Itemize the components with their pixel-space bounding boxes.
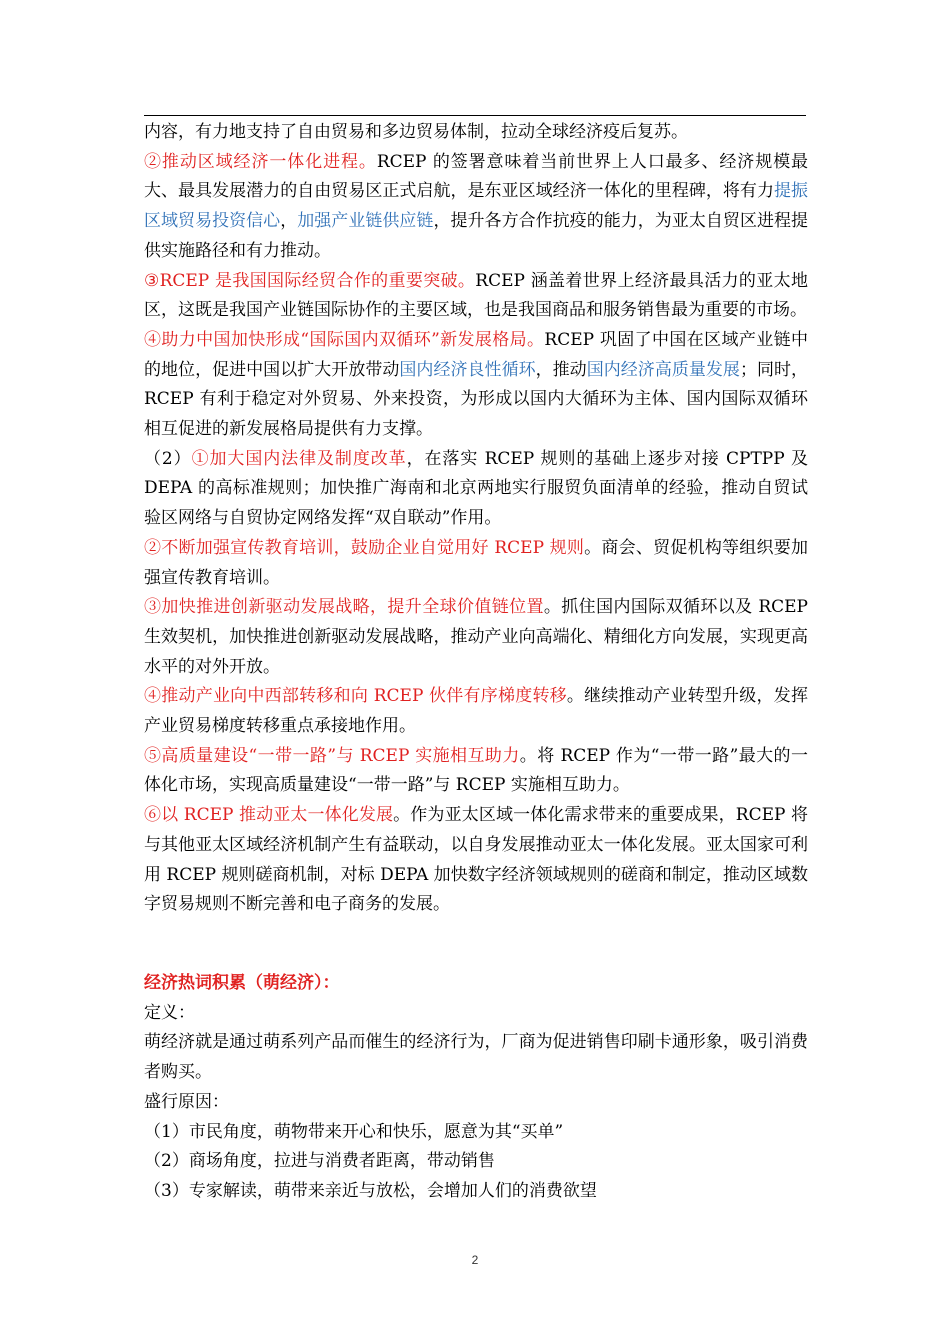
point-heading: ⑤高质量建设“一带一路”与 RCEP 实施相互助力 <box>144 745 520 766</box>
paragraph-text: ，在落实 RCEP 规则的基础上逐步对接 CPTPP 及 DEPA 的高标准规则；加快推广海南和北京两地实行服贸负面清单的经验，推动自贸试验区网络与自贸协定网络发挥“双自联动”作用。 <box>144 448 809 529</box>
paragraph-3 <box>144 267 808 326</box>
definition-text: 萌经济就是通过萌系列产品而催生的经济行为，厂商为促进销售印刷卡通形象，吸引消费者购买。 <box>144 1032 808 1083</box>
reason-item: （3）专家解读，萌带来亲近与放松，会增加人们的消费欲望 <box>144 1180 597 1201</box>
header-rule <box>144 115 806 116</box>
point-heading: ④助力中国加快形成“国际国内双循环”新发展格局。 <box>144 329 545 350</box>
paragraph-4 <box>144 326 808 445</box>
paragraph-9 <box>144 742 808 801</box>
point-heading: ③加快推进创新驱动发展战略，提升全球价值链位置 <box>144 597 544 618</box>
paragraph-7 <box>144 593 808 682</box>
paragraph-text: 。继续推动产业转型升级，发挥产业贸易梯度转移重点承接地作用。 <box>144 686 809 737</box>
highlight-text: 加强产业链供应链 <box>297 211 434 232</box>
paragraph-1 <box>144 118 808 148</box>
paragraph-text: 。抓住国内国际双循环以及 RCEP 生效契机，加快推进创新驱动发展战略，推动产业向高端化、精细化方向发展，实现更高水平的对外开放。 <box>144 597 808 677</box>
reason-item: （1）市民角度，萌物带来开心和快乐，愿意为其“买单” <box>144 1121 564 1142</box>
point-heading: ①加大国内法律及制度改革 <box>191 448 407 469</box>
reason-item: （2）商场角度，拉进与消费者距离，带动销售 <box>144 1151 495 1172</box>
paragraph-6 <box>144 534 808 593</box>
paragraph-text: ，提升各方合作抗疫的能力，为亚太自贸区进程提供实施路径和有力推动。 <box>144 211 809 261</box>
paragraph-text: RCEP 涵盖着世界上经济最具活力的亚太地区，这既是我国产业链国际协作的主要区域，也是我国商品和服务销售最为重要的市场。 <box>144 270 808 321</box>
point-heading: ③RCEP 是我国国际经贸合作的重要突破。 <box>144 270 476 291</box>
list-number: （2） <box>144 448 192 469</box>
highlight-text: 国内经济高质量发展 <box>586 359 740 380</box>
point-heading: ④推动产业向中西部转移和向 RCEP 伙伴有序梯度转移 <box>144 686 567 707</box>
definition-label: 定义： <box>144 1002 195 1023</box>
highlight-text: 提振区域贸易投资信心 <box>144 181 809 232</box>
paragraph-10 <box>144 801 808 920</box>
highlight-text: 国内经济良性循环 <box>399 359 536 380</box>
paragraph-text: 。作为亚太区域一体化需求带来的重要成果，RCEP 将与其他亚太区域经济机制产生有益联动，以自身发展推动亚太一体化发展。亚太国家可利用 RCEP 规则磋商机制，对标 DEPA 加快数字经济领域规则的磋商和制定，推动区域数字贸易规则不断完善和电子商务的发展。 <box>144 805 808 915</box>
paragraph-text: 内容，有力地支持了自由贸易和多边贸易体制，拉动全球经济疫后复苏。 <box>144 122 688 142</box>
point-heading: ②不断加强宣传教育培训，鼓励企业自觉用好 RCEP 规则 <box>144 537 585 558</box>
page-number: 2 <box>471 1253 479 1267</box>
paragraph-text: 。将 RCEP 作为“一带一路”最大的一体化市场，实现高质量建设“一带一路”与 RCEP 实施相互助力。 <box>144 745 808 796</box>
reasons-label: 盛行原因： <box>144 1091 229 1112</box>
paragraph-2 <box>144 148 808 267</box>
hot-word-heading: 经济热词积累（萌经济）： <box>144 972 340 993</box>
section-gap <box>144 920 808 969</box>
point-heading: ②推动区域经济一体化进程。 <box>144 151 377 172</box>
paragraph-text: ，推动 <box>535 359 587 380</box>
document-body <box>144 118 808 1207</box>
point-heading: ⑥以 RCEP 推动亚太一体化发展 <box>144 805 394 826</box>
paragraph-text: 。商会、贸促机构等组织要加强宣传教育培训。 <box>144 537 808 588</box>
paragraph-text: RCEP 巩固了中国在区域产业链中的地位，促进中国以扩大开放带动 <box>144 329 808 380</box>
paragraph-text: RCEP 的签署意味着当前世界上人口最多、经济规模最大、最具发展潜力的自由贸易区正式启航，是东亚区域经济一体化的里程碑，将有力 <box>144 151 809 202</box>
paragraph-5 <box>144 445 808 534</box>
paragraph-8 <box>144 682 808 741</box>
paragraph-text: ， <box>280 211 298 232</box>
paragraph-text: ；同时，RCEP 有利于稳定对外贸易、外来投资，为形成以国内大循环为主体、国内国际双循环相互促进的新发展格局提供有力支撑。 <box>144 359 809 440</box>
